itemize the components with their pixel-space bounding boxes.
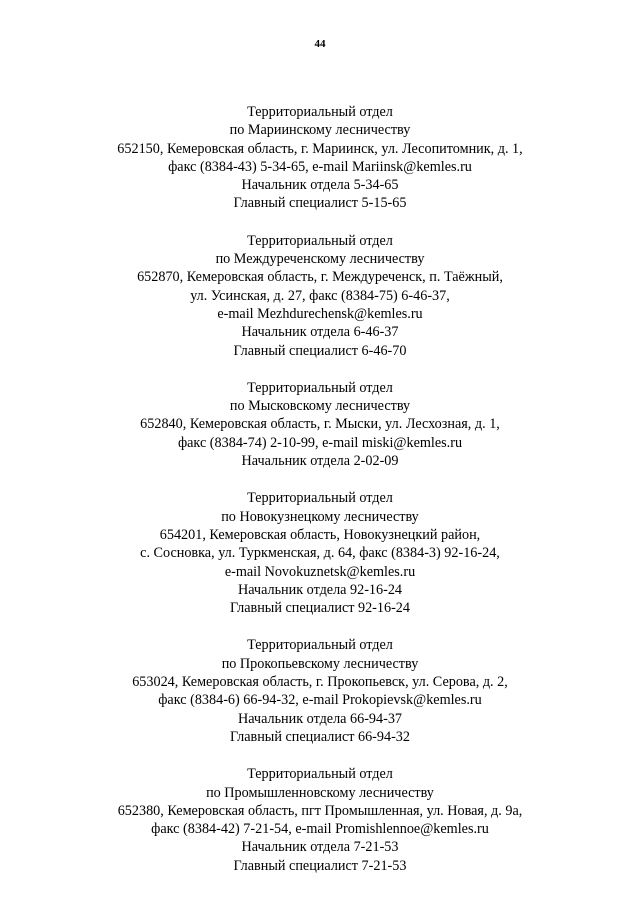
- section-line: факс (8384-74) 2-10-99, e-mail miski@kemles.ru: [177, 434, 463, 451]
- section-line: Главный специалист 7-21-53: [233, 857, 407, 874]
- section-line: Главный специалист 66-94-32: [230, 728, 410, 745]
- document-body: [0, 103, 640, 894]
- section-mezhdurechensk: [0, 232, 640, 360]
- section-mariinsk: [0, 103, 640, 213]
- section-line: 652840, Кемеровская область, г. Мыски, ул. Лесхозная, д. 1,: [140, 416, 500, 433]
- section-line: по Мариинскому лесничеству: [229, 122, 411, 139]
- section-line: Главный специалист 92-16-24: [230, 600, 410, 617]
- section-line: e-mail Novokuznetsk@kemles.ru: [224, 563, 416, 580]
- section-line: ул. Усинская, д. 27, факс (8384-75) 6-46-37,: [190, 287, 450, 304]
- section-line: Начальник отдела 66-94-37: [237, 710, 403, 727]
- section-line: Территориальный отдел: [247, 232, 393, 249]
- section-line: Главный специалист 6-46-70: [233, 342, 407, 359]
- section-line: Начальник отдела 5-34-65: [241, 177, 399, 194]
- section-line: Начальник отдела 7-21-53: [241, 839, 399, 856]
- section-line: факс (8384-43) 5-34-65, e-mail Mariinsk@kemles.ru: [168, 158, 472, 175]
- section-prokopievsk: [0, 636, 640, 746]
- section-promishlennoe: [0, 765, 640, 875]
- page-number: 44: [314, 38, 326, 50]
- section-line: 652870, Кемеровская область, г. Междуреченск, п. Таёжный,: [137, 269, 503, 286]
- section-line: 654201, Кемеровская область, Новокузнецкий район,: [159, 526, 481, 543]
- section-line: Территориальный отдел: [247, 490, 393, 507]
- section-line: с. Сосновка, ул. Туркменская, д. 64, факс (8384-3) 92-16-24,: [140, 545, 500, 562]
- section-myski: [0, 379, 640, 470]
- section-line: Начальник отдела 2-02-09: [241, 453, 399, 470]
- section-line: 652380, Кемеровская область, пгт Промышленная, ул. Новая, д. 9а,: [117, 802, 523, 819]
- section-line: Территориальный отдел: [247, 766, 393, 783]
- section-line: Главный специалист 5-15-65: [233, 195, 407, 212]
- section-line: по Мысковскому лесничеству: [229, 398, 411, 415]
- section-line: 653024, Кемеровская область, г. Прокопьевск, ул. Серова, д. 2,: [132, 674, 508, 691]
- section-line: Территориальный отдел: [247, 104, 393, 120]
- section-line: Начальник отдела 92-16-24: [237, 581, 403, 598]
- section-line: по Новокузнецкому лесничеству: [221, 508, 419, 525]
- section-line: e-mail Mezhdurechensk@kemles.ru: [217, 305, 423, 322]
- section-line: по Междуреченскому лесничеству: [215, 251, 425, 268]
- section-line: факс (8384-42) 7-21-54, e-mail Promishlennoe@kemles.ru: [151, 821, 489, 838]
- section-line: Начальник отдела 6-46-37: [241, 324, 399, 341]
- section-line: Территориальный отдел: [247, 379, 393, 396]
- section-line: по Прокопьевскому лесничеству: [221, 655, 419, 672]
- section-line: по Промышленновскому лесничеству: [206, 784, 434, 801]
- section-line: факс (8384-6) 66-94-32, e-mail Prokopievsk@kemles.ru: [158, 692, 482, 709]
- section-line: 652150, Кемеровская область, г. Мариинск, ул. Лесопитомник, д. 1,: [117, 140, 523, 157]
- section-line: Территориальный отдел: [247, 637, 393, 654]
- section-novokuznetsk: [0, 489, 640, 617]
